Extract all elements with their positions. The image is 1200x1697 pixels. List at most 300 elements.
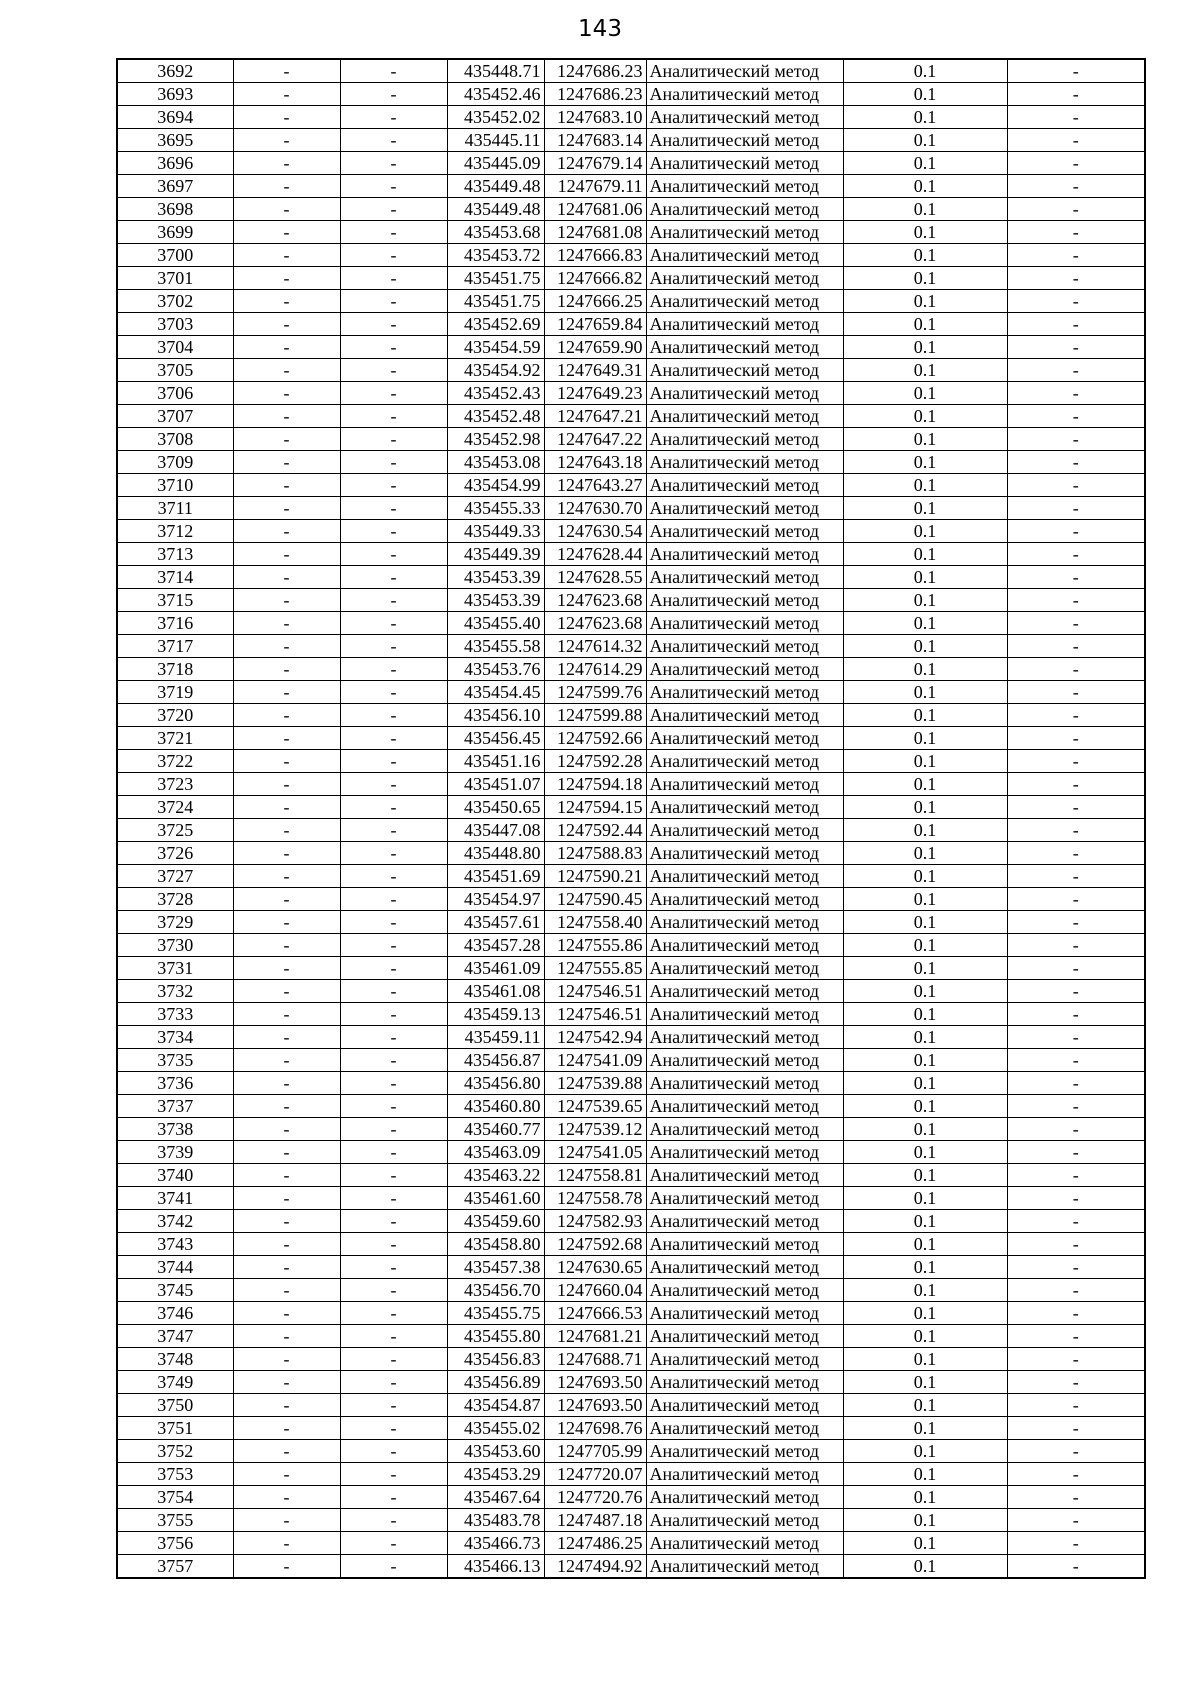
dash-cell: -: [340, 474, 447, 497]
accuracy-cell: 0.1: [843, 129, 1007, 152]
dash-cell: -: [1007, 1486, 1145, 1509]
method-cell: Аналитический метод: [646, 359, 843, 382]
dash-cell: -: [340, 980, 447, 1003]
accuracy-cell: 0.1: [843, 1486, 1007, 1509]
dash-cell: -: [233, 198, 340, 221]
accuracy-cell: 0.1: [843, 59, 1007, 83]
dash-cell: -: [340, 267, 447, 290]
accuracy-cell: 0.1: [843, 1532, 1007, 1555]
dash-cell: -: [233, 1555, 340, 1579]
dash-cell: -: [233, 59, 340, 83]
dash-cell: -: [1007, 474, 1145, 497]
x-coordinate-cell: 435461.08: [447, 980, 544, 1003]
x-coordinate-cell: 435455.80: [447, 1325, 544, 1348]
x-coordinate-cell: 435454.59: [447, 336, 544, 359]
method-cell: Аналитический метод: [646, 290, 843, 313]
accuracy-cell: 0.1: [843, 612, 1007, 635]
method-cell: Аналитический метод: [646, 681, 843, 704]
x-coordinate-cell: 435457.28: [447, 934, 544, 957]
accuracy-cell: 0.1: [843, 1095, 1007, 1118]
y-coordinate-cell: 1247582.93: [544, 1210, 646, 1233]
y-coordinate-cell: 1247614.32: [544, 635, 646, 658]
x-coordinate-cell: 435459.11: [447, 1026, 544, 1049]
point-number-cell: 3729: [117, 911, 233, 934]
accuracy-cell: 0.1: [843, 520, 1007, 543]
method-cell: Аналитический метод: [646, 428, 843, 451]
method-cell: Аналитический метод: [646, 1555, 843, 1579]
x-coordinate-cell: 435453.68: [447, 221, 544, 244]
table-row: [117, 175, 1145, 198]
x-coordinate-cell: 435483.78: [447, 1509, 544, 1532]
x-coordinate-cell: 435461.09: [447, 957, 544, 980]
point-number-cell: 3708: [117, 428, 233, 451]
table-row: [117, 681, 1145, 704]
accuracy-cell: 0.1: [843, 1187, 1007, 1210]
y-coordinate-cell: 1247705.99: [544, 1440, 646, 1463]
method-cell: Аналитический метод: [646, 175, 843, 198]
method-cell: Аналитический метод: [646, 1095, 843, 1118]
table-row: [117, 865, 1145, 888]
table-row: [117, 1095, 1145, 1118]
accuracy-cell: 0.1: [843, 382, 1007, 405]
table-row: [117, 1118, 1145, 1141]
dash-cell: -: [1007, 1440, 1145, 1463]
dash-cell: -: [340, 1463, 447, 1486]
table-row: [117, 1509, 1145, 1532]
x-coordinate-cell: 435453.76: [447, 658, 544, 681]
dash-cell: -: [1007, 681, 1145, 704]
dash-cell: -: [340, 1325, 447, 1348]
dash-cell: -: [233, 1003, 340, 1026]
dash-cell: -: [233, 451, 340, 474]
point-number-cell: 3700: [117, 244, 233, 267]
table-row: [117, 1348, 1145, 1371]
point-number-cell: 3755: [117, 1509, 233, 1532]
dash-cell: -: [340, 1440, 447, 1463]
y-coordinate-cell: 1247592.44: [544, 819, 646, 842]
accuracy-cell: 0.1: [843, 359, 1007, 382]
y-coordinate-cell: 1247681.06: [544, 198, 646, 221]
point-number-cell: 3746: [117, 1302, 233, 1325]
accuracy-cell: 0.1: [843, 336, 1007, 359]
dash-cell: -: [340, 796, 447, 819]
point-number-cell: 3741: [117, 1187, 233, 1210]
method-cell: Аналитический метод: [646, 1049, 843, 1072]
point-number-cell: 3748: [117, 1348, 233, 1371]
x-coordinate-cell: 435451.16: [447, 750, 544, 773]
dash-cell: -: [1007, 566, 1145, 589]
dash-cell: -: [233, 1463, 340, 1486]
accuracy-cell: 0.1: [843, 543, 1007, 566]
dash-cell: -: [233, 1049, 340, 1072]
dash-cell: -: [1007, 1463, 1145, 1486]
dash-cell: -: [340, 681, 447, 704]
method-cell: Аналитический метод: [646, 865, 843, 888]
dash-cell: -: [233, 1325, 340, 1348]
x-coordinate-cell: 435458.80: [447, 1233, 544, 1256]
dash-cell: -: [233, 1532, 340, 1555]
method-cell: Аналитический метод: [646, 1003, 843, 1026]
dash-cell: -: [233, 336, 340, 359]
dash-cell: -: [340, 428, 447, 451]
point-number-cell: 3699: [117, 221, 233, 244]
y-coordinate-cell: 1247647.22: [544, 428, 646, 451]
dash-cell: -: [1007, 1118, 1145, 1141]
method-cell: Аналитический метод: [646, 1371, 843, 1394]
dash-cell: -: [1007, 773, 1145, 796]
dash-cell: -: [340, 1072, 447, 1095]
dash-cell: -: [340, 1417, 447, 1440]
point-number-cell: 3754: [117, 1486, 233, 1509]
method-cell: Аналитический метод: [646, 1026, 843, 1049]
table-row: [117, 796, 1145, 819]
accuracy-cell: 0.1: [843, 1233, 1007, 1256]
y-coordinate-cell: 1247588.83: [544, 842, 646, 865]
dash-cell: -: [340, 221, 447, 244]
method-cell: Аналитический метод: [646, 1394, 843, 1417]
dash-cell: -: [1007, 888, 1145, 911]
dash-cell: -: [233, 405, 340, 428]
x-coordinate-cell: 435456.83: [447, 1348, 544, 1371]
method-cell: Аналитический метод: [646, 773, 843, 796]
dash-cell: -: [233, 819, 340, 842]
y-coordinate-cell: 1247693.50: [544, 1371, 646, 1394]
x-coordinate-cell: 435454.87: [447, 1394, 544, 1417]
y-coordinate-cell: 1247659.84: [544, 313, 646, 336]
x-coordinate-cell: 435461.60: [447, 1187, 544, 1210]
dash-cell: -: [1007, 635, 1145, 658]
dash-cell: -: [233, 773, 340, 796]
dash-cell: -: [340, 290, 447, 313]
y-coordinate-cell: 1247630.65: [544, 1256, 646, 1279]
table-row: [117, 290, 1145, 313]
method-cell: Аналитический метод: [646, 336, 843, 359]
table-row: [117, 1394, 1145, 1417]
method-cell: Аналитический метод: [646, 1187, 843, 1210]
dash-cell: -: [233, 359, 340, 382]
dash-cell: -: [1007, 1233, 1145, 1256]
dash-cell: -: [340, 1210, 447, 1233]
y-coordinate-cell: 1247623.68: [544, 589, 646, 612]
y-coordinate-cell: 1247649.31: [544, 359, 646, 382]
method-cell: Аналитический метод: [646, 1325, 843, 1348]
table-row: [117, 612, 1145, 635]
x-coordinate-cell: 435459.60: [447, 1210, 544, 1233]
method-cell: Аналитический метод: [646, 750, 843, 773]
x-coordinate-cell: 435451.75: [447, 290, 544, 313]
method-cell: Аналитический метод: [646, 704, 843, 727]
dash-cell: -: [340, 336, 447, 359]
dash-cell: -: [233, 704, 340, 727]
point-number-cell: 3726: [117, 842, 233, 865]
y-coordinate-cell: 1247659.90: [544, 336, 646, 359]
dash-cell: -: [340, 612, 447, 635]
table-row: [117, 1210, 1145, 1233]
point-number-cell: 3725: [117, 819, 233, 842]
dash-cell: -: [340, 359, 447, 382]
x-coordinate-cell: 435449.39: [447, 543, 544, 566]
table-row: [117, 359, 1145, 382]
method-cell: Аналитический метод: [646, 59, 843, 83]
accuracy-cell: 0.1: [843, 497, 1007, 520]
accuracy-cell: 0.1: [843, 106, 1007, 129]
accuracy-cell: 0.1: [843, 957, 1007, 980]
method-cell: Аналитический метод: [646, 796, 843, 819]
dash-cell: -: [1007, 1026, 1145, 1049]
dash-cell: -: [233, 1141, 340, 1164]
dash-cell: -: [1007, 750, 1145, 773]
accuracy-cell: 0.1: [843, 405, 1007, 428]
point-number-cell: 3750: [117, 1394, 233, 1417]
dash-cell: -: [340, 175, 447, 198]
point-number-cell: 3732: [117, 980, 233, 1003]
x-coordinate-cell: 435449.48: [447, 175, 544, 198]
point-number-cell: 3740: [117, 1164, 233, 1187]
table-row: [117, 635, 1145, 658]
method-cell: Аналитический метод: [646, 635, 843, 658]
dash-cell: -: [1007, 1532, 1145, 1555]
x-coordinate-cell: 435463.22: [447, 1164, 544, 1187]
accuracy-cell: 0.1: [843, 313, 1007, 336]
table-row: [117, 520, 1145, 543]
method-cell: Аналитический метод: [646, 267, 843, 290]
table-row: [117, 1187, 1145, 1210]
dash-cell: -: [1007, 704, 1145, 727]
accuracy-cell: 0.1: [843, 1394, 1007, 1417]
dash-cell: -: [340, 934, 447, 957]
point-number-cell: 3737: [117, 1095, 233, 1118]
dash-cell: -: [233, 957, 340, 980]
table-row: [117, 1302, 1145, 1325]
dash-cell: -: [340, 1348, 447, 1371]
x-coordinate-cell: 435445.09: [447, 152, 544, 175]
accuracy-cell: 0.1: [843, 1279, 1007, 1302]
y-coordinate-cell: 1247487.18: [544, 1509, 646, 1532]
method-cell: Аналитический метод: [646, 612, 843, 635]
y-coordinate-cell: 1247592.28: [544, 750, 646, 773]
y-coordinate-cell: 1247539.65: [544, 1095, 646, 1118]
point-number-cell: 3697: [117, 175, 233, 198]
y-coordinate-cell: 1247628.55: [544, 566, 646, 589]
accuracy-cell: 0.1: [843, 658, 1007, 681]
dash-cell: -: [340, 1003, 447, 1026]
dash-cell: -: [340, 842, 447, 865]
dash-cell: -: [233, 543, 340, 566]
dash-cell: -: [340, 773, 447, 796]
x-coordinate-cell: 435452.43: [447, 382, 544, 405]
x-coordinate-cell: 435467.64: [447, 1486, 544, 1509]
dash-cell: -: [233, 681, 340, 704]
method-cell: Аналитический метод: [646, 152, 843, 175]
x-coordinate-cell: 435453.29: [447, 1463, 544, 1486]
accuracy-cell: 0.1: [843, 1141, 1007, 1164]
dash-cell: -: [1007, 1210, 1145, 1233]
dash-cell: -: [340, 957, 447, 980]
dash-cell: -: [340, 1509, 447, 1532]
method-cell: Аналитический метод: [646, 842, 843, 865]
x-coordinate-cell: 435457.38: [447, 1256, 544, 1279]
x-coordinate-cell: 435455.58: [447, 635, 544, 658]
y-coordinate-cell: 1247630.70: [544, 497, 646, 520]
method-cell: Аналитический метод: [646, 244, 843, 267]
dash-cell: -: [1007, 497, 1145, 520]
y-coordinate-cell: 1247686.23: [544, 83, 646, 106]
point-number-cell: 3736: [117, 1072, 233, 1095]
dash-cell: -: [233, 428, 340, 451]
dash-cell: -: [1007, 1164, 1145, 1187]
point-number-cell: 3703: [117, 313, 233, 336]
point-number-cell: 3727: [117, 865, 233, 888]
table-row: [117, 1371, 1145, 1394]
method-cell: Аналитический метод: [646, 1463, 843, 1486]
y-coordinate-cell: 1247542.94: [544, 1026, 646, 1049]
dash-cell: -: [340, 589, 447, 612]
table-row: [117, 589, 1145, 612]
accuracy-cell: 0.1: [843, 1417, 1007, 1440]
table-row: [117, 1003, 1145, 1026]
point-number-cell: 3728: [117, 888, 233, 911]
table-row: [117, 451, 1145, 474]
dash-cell: -: [233, 221, 340, 244]
point-number-cell: 3742: [117, 1210, 233, 1233]
point-number-cell: 3735: [117, 1049, 233, 1072]
x-coordinate-cell: 435452.98: [447, 428, 544, 451]
y-coordinate-cell: 1247599.76: [544, 681, 646, 704]
y-coordinate-cell: 1247683.10: [544, 106, 646, 129]
dash-cell: -: [340, 520, 447, 543]
dash-cell: -: [340, 1256, 447, 1279]
x-coordinate-cell: 435453.72: [447, 244, 544, 267]
y-coordinate-cell: 1247660.04: [544, 1279, 646, 1302]
y-coordinate-cell: 1247546.51: [544, 1003, 646, 1026]
point-number-cell: 3698: [117, 198, 233, 221]
dash-cell: -: [233, 152, 340, 175]
point-number-cell: 3709: [117, 451, 233, 474]
table-row: [117, 543, 1145, 566]
dash-cell: -: [233, 842, 340, 865]
accuracy-cell: 0.1: [843, 1210, 1007, 1233]
dash-cell: -: [1007, 727, 1145, 750]
coordinates-table: [116, 58, 1146, 1579]
accuracy-cell: 0.1: [843, 635, 1007, 658]
dash-cell: -: [340, 451, 447, 474]
dash-cell: -: [340, 1279, 447, 1302]
table-row: [117, 934, 1145, 957]
y-coordinate-cell: 1247720.76: [544, 1486, 646, 1509]
table-row: [117, 566, 1145, 589]
method-cell: Аналитический метод: [646, 520, 843, 543]
dash-cell: -: [1007, 290, 1145, 313]
accuracy-cell: 0.1: [843, 865, 1007, 888]
dash-cell: -: [233, 313, 340, 336]
method-cell: Аналитический метод: [646, 129, 843, 152]
dash-cell: -: [1007, 336, 1145, 359]
x-coordinate-cell: 435451.69: [447, 865, 544, 888]
accuracy-cell: 0.1: [843, 267, 1007, 290]
dash-cell: -: [1007, 1187, 1145, 1210]
point-number-cell: 3712: [117, 520, 233, 543]
dash-cell: -: [233, 1164, 340, 1187]
point-number-cell: 3716: [117, 612, 233, 635]
method-cell: Аналитический метод: [646, 382, 843, 405]
table-row: [117, 888, 1145, 911]
y-coordinate-cell: 1247630.54: [544, 520, 646, 543]
y-coordinate-cell: 1247681.21: [544, 1325, 646, 1348]
point-number-cell: 3717: [117, 635, 233, 658]
accuracy-cell: 0.1: [843, 1325, 1007, 1348]
dash-cell: -: [340, 1371, 447, 1394]
dash-cell: -: [1007, 980, 1145, 1003]
y-coordinate-cell: 1247647.21: [544, 405, 646, 428]
dash-cell: -: [233, 382, 340, 405]
dash-cell: -: [233, 1394, 340, 1417]
dash-cell: -: [340, 1233, 447, 1256]
dash-cell: -: [1007, 405, 1145, 428]
x-coordinate-cell: 435451.75: [447, 267, 544, 290]
table-row: [117, 1256, 1145, 1279]
table-row: [117, 658, 1145, 681]
x-coordinate-cell: 435449.33: [447, 520, 544, 543]
point-number-cell: 3721: [117, 727, 233, 750]
dash-cell: -: [233, 1233, 340, 1256]
method-cell: Аналитический метод: [646, 221, 843, 244]
accuracy-cell: 0.1: [843, 428, 1007, 451]
x-coordinate-cell: 435466.13: [447, 1555, 544, 1579]
table-row: [117, 267, 1145, 290]
table-row: [117, 405, 1145, 428]
dash-cell: -: [1007, 129, 1145, 152]
x-coordinate-cell: 435450.65: [447, 796, 544, 819]
y-coordinate-cell: 1247590.45: [544, 888, 646, 911]
dash-cell: -: [233, 83, 340, 106]
table-row: [117, 1141, 1145, 1164]
dash-cell: -: [233, 727, 340, 750]
x-coordinate-cell: 435456.45: [447, 727, 544, 750]
x-coordinate-cell: 435457.61: [447, 911, 544, 934]
table-row: [117, 1532, 1145, 1555]
method-cell: Аналитический метод: [646, 658, 843, 681]
dash-cell: -: [1007, 1141, 1145, 1164]
x-coordinate-cell: 435456.87: [447, 1049, 544, 1072]
dash-cell: -: [340, 635, 447, 658]
x-coordinate-cell: 435452.46: [447, 83, 544, 106]
accuracy-cell: 0.1: [843, 934, 1007, 957]
point-number-cell: 3753: [117, 1463, 233, 1486]
dash-cell: -: [233, 497, 340, 520]
dash-cell: -: [1007, 1348, 1145, 1371]
table-row: [117, 1440, 1145, 1463]
point-number-cell: 3744: [117, 1256, 233, 1279]
dash-cell: -: [233, 1417, 340, 1440]
dash-cell: -: [233, 589, 340, 612]
dash-cell: -: [1007, 1302, 1145, 1325]
accuracy-cell: 0.1: [843, 1371, 1007, 1394]
dash-cell: -: [340, 1118, 447, 1141]
table-row: [117, 129, 1145, 152]
x-coordinate-cell: 435455.75: [447, 1302, 544, 1325]
x-coordinate-cell: 435455.40: [447, 612, 544, 635]
dash-cell: -: [340, 566, 447, 589]
dash-cell: -: [1007, 1049, 1145, 1072]
dash-cell: -: [233, 1256, 340, 1279]
accuracy-cell: 0.1: [843, 704, 1007, 727]
point-number-cell: 3711: [117, 497, 233, 520]
x-coordinate-cell: 435455.02: [447, 1417, 544, 1440]
method-cell: Аналитический метод: [646, 1164, 843, 1187]
accuracy-cell: 0.1: [843, 83, 1007, 106]
table-row: [117, 1049, 1145, 1072]
table-row: [117, 1555, 1145, 1579]
